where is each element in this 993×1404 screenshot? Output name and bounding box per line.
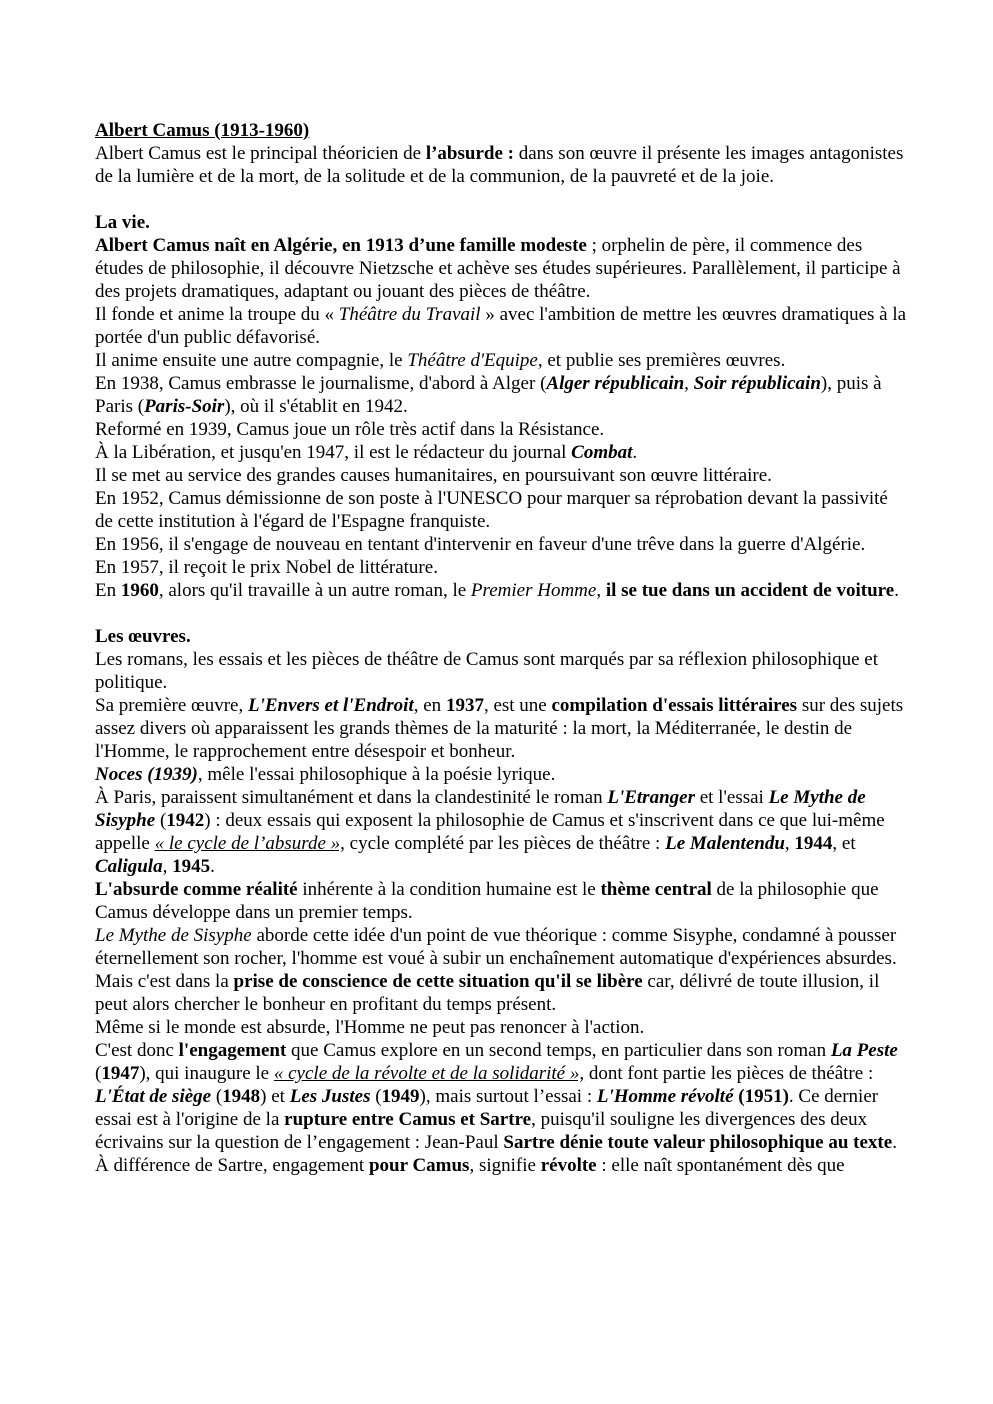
text-run: inhérente à la condition humaine est le xyxy=(297,879,601,900)
paragraph xyxy=(95,694,908,763)
text-run: ( xyxy=(211,1086,223,1107)
text-run: sur des sujets assez divers où apparaissent les grands thèmes de la maturité : la mort, la Méditerranée, le destin de l'Homme, le rapprochement entre désespoir et bonheur. xyxy=(95,695,904,762)
paragraph xyxy=(95,1016,908,1039)
text-run: , alors qu'il travaille à un autre roman, le xyxy=(158,580,471,601)
text-run: Albert Camus (1913-1960) xyxy=(95,120,310,141)
text-run: , et publie ses premières œuvres. xyxy=(537,350,786,371)
text-run: , et xyxy=(832,833,856,854)
text-run: En 1952, Camus démissionne de son poste à l'UNESCO pour marquer sa réprobation devant la passivité de cette institution à l'égard de l'Espagne franquiste. xyxy=(95,488,888,532)
text-run: : elle naît spontanément dès que xyxy=(596,1155,845,1176)
text-run: , mêle l'essai philosophique à la poésie lyrique. xyxy=(197,764,556,785)
text-run: . xyxy=(892,1132,897,1153)
text-run: Le Mythe de Sisyphe xyxy=(95,787,866,831)
text-run: En 1938, Camus embrasse le journalisme, d'abord à Alger ( xyxy=(95,373,547,394)
text-run: Premier Homme xyxy=(470,580,597,601)
text-run: Même si le monde est absurde, l'Homme ne peut pas renoncer à l'action. xyxy=(95,1017,645,1038)
text-run: ; orphelin de père, il commence des études de philosophie, il découvre Nietzsche et achève ses études supérieures. Parallèlement, il participe à des projets dramatiques, adaptant ou jouant des pièces de théâtre. xyxy=(95,235,901,302)
text-run: 1960 xyxy=(120,580,159,601)
text-run: Paris-Soir xyxy=(144,396,225,417)
text-run: l'engagement xyxy=(178,1040,287,1061)
text-run: . xyxy=(894,580,899,601)
text-run: ), mais surtout l’essai : xyxy=(419,1086,597,1107)
text-run: » avec l'ambition de mettre les œuvres dramatiques à la portée d'un public défavorisé. xyxy=(95,304,907,348)
text-run: , est une xyxy=(483,695,552,716)
text-run: , signifie xyxy=(469,1155,541,1176)
paragraph xyxy=(95,418,908,441)
section-heading-la-vie xyxy=(95,211,908,234)
text-run: Mais c'est dans la xyxy=(95,971,234,992)
text-run: révolte xyxy=(540,1155,597,1176)
text-run: ( xyxy=(95,1063,102,1084)
text-run: Les œuvres. xyxy=(95,626,191,647)
paragraph xyxy=(95,556,908,579)
document-title xyxy=(95,119,908,142)
text-run: Reformé en 1939, Camus joue un rôle très actif dans la Résistance. xyxy=(95,419,605,440)
text-run: cycle complété par les pièces de théâtre : xyxy=(344,833,666,854)
text-run: La Peste xyxy=(830,1040,898,1061)
text-run: La vie. xyxy=(95,212,150,233)
text-run: ) : deux essais qui exposent la philosophie de Camus et s'inscrivent dans ce que lui-même appelle xyxy=(95,810,885,854)
text-run: Théâtre du Travail xyxy=(338,304,481,325)
text-run: , xyxy=(684,373,694,394)
blank-line xyxy=(95,188,908,211)
text-run: L'absurde comme réalité xyxy=(95,879,298,900)
paragraph xyxy=(95,579,908,602)
text-run: l’absurde : xyxy=(425,143,514,164)
paragraph xyxy=(95,924,908,970)
text-run: Caligula xyxy=(95,856,163,877)
text-run: L'Etranger xyxy=(607,787,695,808)
text-run: , xyxy=(784,833,795,854)
paragraph xyxy=(95,303,908,349)
text-run: 1948 xyxy=(222,1086,261,1107)
text-run: il se tue dans un accident de voiture xyxy=(605,580,895,601)
section-heading-les-oeuvres xyxy=(95,625,908,648)
paragraph xyxy=(95,234,908,303)
text-run: Les Justes xyxy=(289,1086,371,1107)
text-run: « cycle de la révolte et de la solidarité », xyxy=(273,1063,585,1084)
document-body xyxy=(95,119,908,1177)
text-run: Les romans, les essais et les pièces de théâtre de Camus sont marqués par sa réflexion philosophique et politique. xyxy=(95,649,878,693)
paragraph xyxy=(95,349,908,372)
text-run: À Paris, paraissent simultanément et dans la clandestinité le roman xyxy=(95,787,608,808)
text-run: Le Malentendu xyxy=(665,833,785,854)
text-run: ), qui inaugure le xyxy=(139,1063,274,1084)
text-run: . xyxy=(632,442,638,463)
text-run: . Ce dernier essai est à l'origine de la xyxy=(95,1086,879,1130)
text-run: . xyxy=(210,856,215,877)
text-run: dans son œuvre il présente les images antagonistes de la lumière et de la mort, de la solitude et de la communion, de la pauvreté et de la joie. xyxy=(95,143,904,187)
text-run: Le Mythe de Sisyphe xyxy=(95,925,252,946)
text-run: Noces (1939) xyxy=(95,764,198,785)
text-run: ) et xyxy=(260,1086,290,1107)
text-run: Il se met au service des grandes causes humanitaires, en poursuivant son œuvre littéraire. xyxy=(95,465,772,486)
text-run: 1942 xyxy=(166,810,205,831)
text-run: 1937 xyxy=(445,695,484,716)
text-run: Albert Camus naît en Algérie, en 1913 d’une famille modeste xyxy=(95,235,587,256)
text-run: 1944 xyxy=(794,833,833,854)
text-run: , puisqu'il souligne les divergences des deux écrivains sur la question de l’engagement : Jean-Paul xyxy=(95,1109,868,1153)
text-run: En xyxy=(95,580,121,601)
text-run: Albert Camus est le principal théoricien de xyxy=(95,143,426,164)
text-run: rupture entre Camus et Sartre xyxy=(284,1109,532,1130)
paragraph xyxy=(95,648,908,694)
text-run: Alger républicain xyxy=(546,373,685,394)
text-run: que Camus explore en un second temps, en particulier dans son roman xyxy=(286,1040,831,1061)
text-run: ), où il s'établit en 1942. xyxy=(224,396,408,417)
text-run: , xyxy=(162,856,173,877)
paragraph xyxy=(95,786,908,878)
text-run: Soir républicain xyxy=(693,373,821,394)
text-run: En 1956, il s'engage de nouveau en tentant d'intervenir en faveur d'une trêve dans la guerre d'Algérie. xyxy=(95,534,866,555)
text-run: Combat xyxy=(571,442,633,463)
text-run: et l'essai xyxy=(694,787,769,808)
paragraph xyxy=(95,878,908,924)
text-run: Théâtre d'Equipe xyxy=(407,350,538,371)
text-run: Sa première œuvre, xyxy=(95,695,248,716)
text-run: thème central xyxy=(600,879,712,900)
text-run: L'Homme révolté xyxy=(596,1086,734,1107)
paragraph xyxy=(95,533,908,556)
paragraph xyxy=(95,142,908,188)
text-run: dont font partie les pièces de théâtre : xyxy=(584,1063,874,1084)
text-run: ), puis à Paris ( xyxy=(95,373,882,417)
paragraph xyxy=(95,372,908,418)
text-run: ( xyxy=(370,1086,382,1107)
text-run: L'État de siège xyxy=(95,1086,212,1107)
paragraph xyxy=(95,970,908,1016)
text-run: (1951) xyxy=(738,1086,789,1107)
text-run: 1945 xyxy=(172,856,211,877)
text-run: L'Envers et l'Endroit xyxy=(248,695,414,716)
text-run: À la Libération, et jusqu'en 1947, il est le rédacteur du journal xyxy=(95,442,572,463)
text-run: , xyxy=(596,580,606,601)
text-run: car, délivré de toute illusion, il peut alors chercher le bonheur en profitant du temps présent. xyxy=(95,971,880,1015)
text-run: pour Camus xyxy=(368,1155,470,1176)
text-run: aborde cette idée d'un point de vue théorique : comme Sisyphe, condamné à pousser éternellement son rocher, l'homme est voué à subir un enchaînement automatique d'expériences absurdes. xyxy=(95,925,897,969)
text-run: Il fonde et anime la troupe du « xyxy=(95,304,339,325)
paragraph xyxy=(95,1154,908,1177)
paragraph xyxy=(95,487,908,533)
text-run: C'est donc xyxy=(95,1040,179,1061)
text-run: 1949 xyxy=(381,1086,420,1107)
text-run: prise de conscience de cette situation qu'il se libère xyxy=(233,971,643,992)
paragraph xyxy=(95,464,908,487)
text-run: À différence de Sartre, engagement xyxy=(95,1155,369,1176)
blank-line xyxy=(95,602,908,625)
text-run: Sartre dénie toute valeur philosophique au texte xyxy=(503,1132,893,1153)
text-run: de la philosophie que Camus développe dans un premier temps. xyxy=(95,879,879,923)
text-run: compilation d'essais littéraires xyxy=(551,695,798,716)
text-run: 1947 xyxy=(101,1063,140,1084)
text-run: En 1957, il reçoit le prix Nobel de littérature. xyxy=(95,557,438,578)
text-run: « le cycle de l’absurde », xyxy=(154,833,345,854)
text-run: , en xyxy=(413,695,446,716)
paragraph xyxy=(95,1039,908,1154)
paragraph xyxy=(95,441,908,464)
text-run: Il anime ensuite une autre compagnie, le xyxy=(95,350,408,371)
paragraph xyxy=(95,763,908,786)
text-run: ( xyxy=(155,810,167,831)
